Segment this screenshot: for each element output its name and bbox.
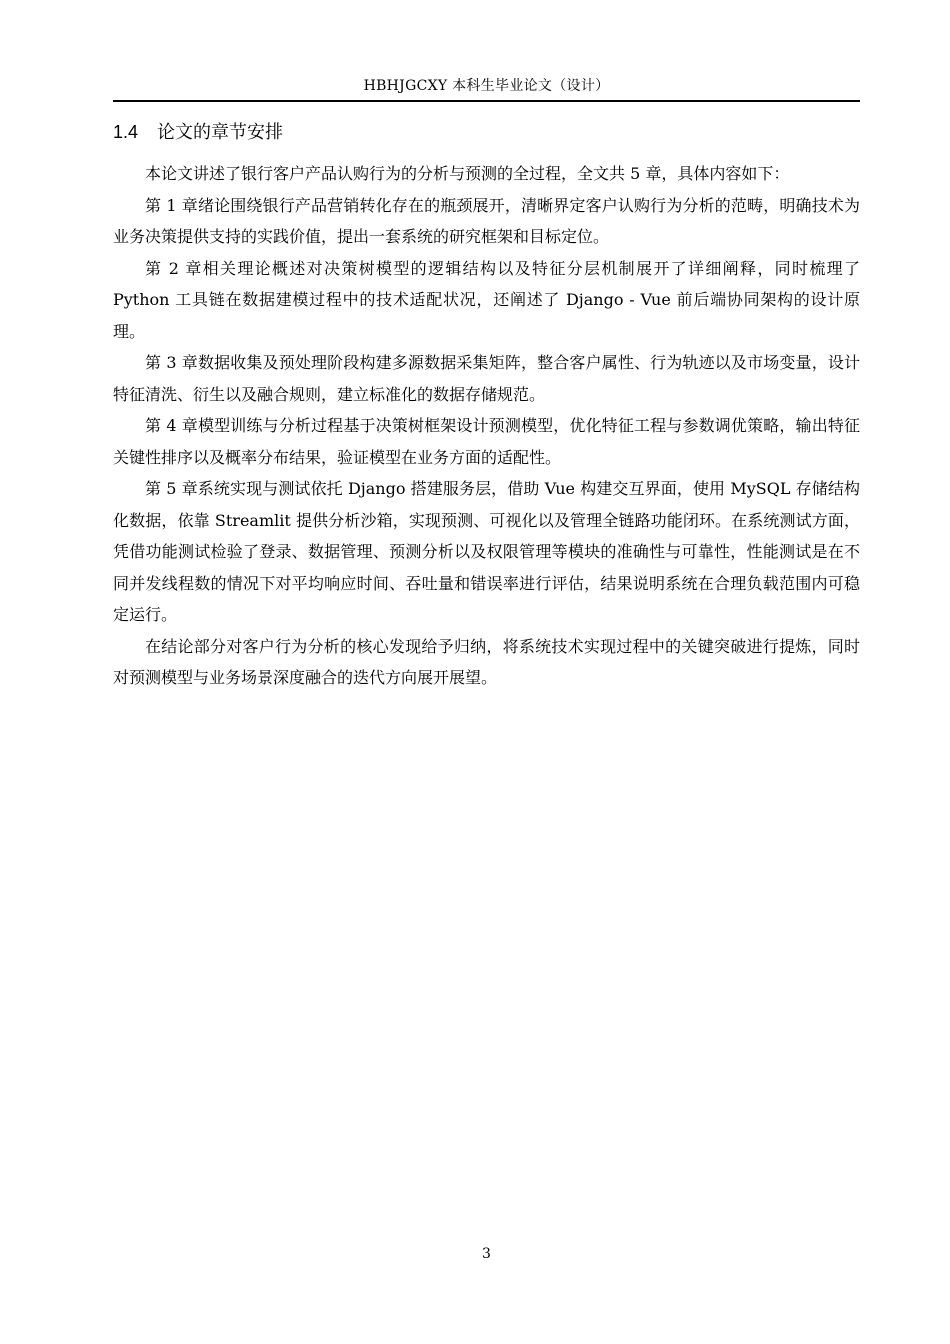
- header-rule: [113, 100, 860, 102]
- section-number: 1.4: [113, 122, 139, 142]
- body-text: [113, 158, 860, 694]
- section-title: 论文的章节安排: [157, 122, 283, 143]
- paragraph-chapter-3: 第 3 章数据收集及预处理阶段构建多源数据采集矩阵，整合客户属性、行为轨迹以及市场变量，设计特征清洗、衍生以及融合规则，建立标准化的数据存储规范。: [113, 353, 860, 404]
- paragraph-chapter-4: 第 4 章模型训练与分析过程基于决策树框架设计预测模型，优化特征工程与参数调优策略，输出特征关键性排序以及概率分布结果，验证模型在业务方面的适配性。: [113, 416, 860, 467]
- paragraph-chapter-1: 第 1 章绪论围绕银行产品营销转化存在的瓶颈展开，清晰界定客户认购行为分析的范畴，明确技术为业务决策提供支持的实践价值，提出一套系统的研究框架和目标定位。: [113, 195, 860, 246]
- running-header: HBHJGCXY 本科生毕业论文（设计）: [363, 78, 610, 94]
- paragraph-chapter-2: 第 2 章相关理论概述对决策树模型的逻辑结构以及特征分层机制展开了详细阐释，同时梳理了 Python 工具链在数据建模过程中的技术适配状况，还阐述了 Django - Vue 前后端协同架构的设计原理。: [113, 258, 860, 341]
- paragraph-conclusion: 在结论部分对客户行为分析的核心发现给予归纳，将系统技术实现过程中的关键突破进行提炼，同时对预测模型与业务场景深度融合的迭代方向展开展望。: [113, 636, 860, 687]
- paragraph-chapter-5: 第 5 章系统实现与测试依托 Django 搭建服务层，借助 Vue 构建交互界面，使用 MySQL 存储结构化数据，依靠 Streamlit 提供分析沙箱，实现预测、可视化以及管理全链路功能闭环。在系统测试方面，凭借功能测试检验了登录、数据管理、预测分析以及权限管理等模块的准确性与可靠性，性能测试是在不同并发线程数的情况下对平均响应时间、吞吐量和错误率进行评估，结果说明系统在合理负载范围内可稳定运行。: [113, 479, 860, 624]
- section-heading: [113, 118, 283, 147]
- paragraph-intro: 本论文讲述了银行客户产品认购行为的分析与预测的全过程，全文共 5 章，具体内容如下：: [145, 164, 790, 183]
- page-number: 3: [482, 1246, 491, 1262]
